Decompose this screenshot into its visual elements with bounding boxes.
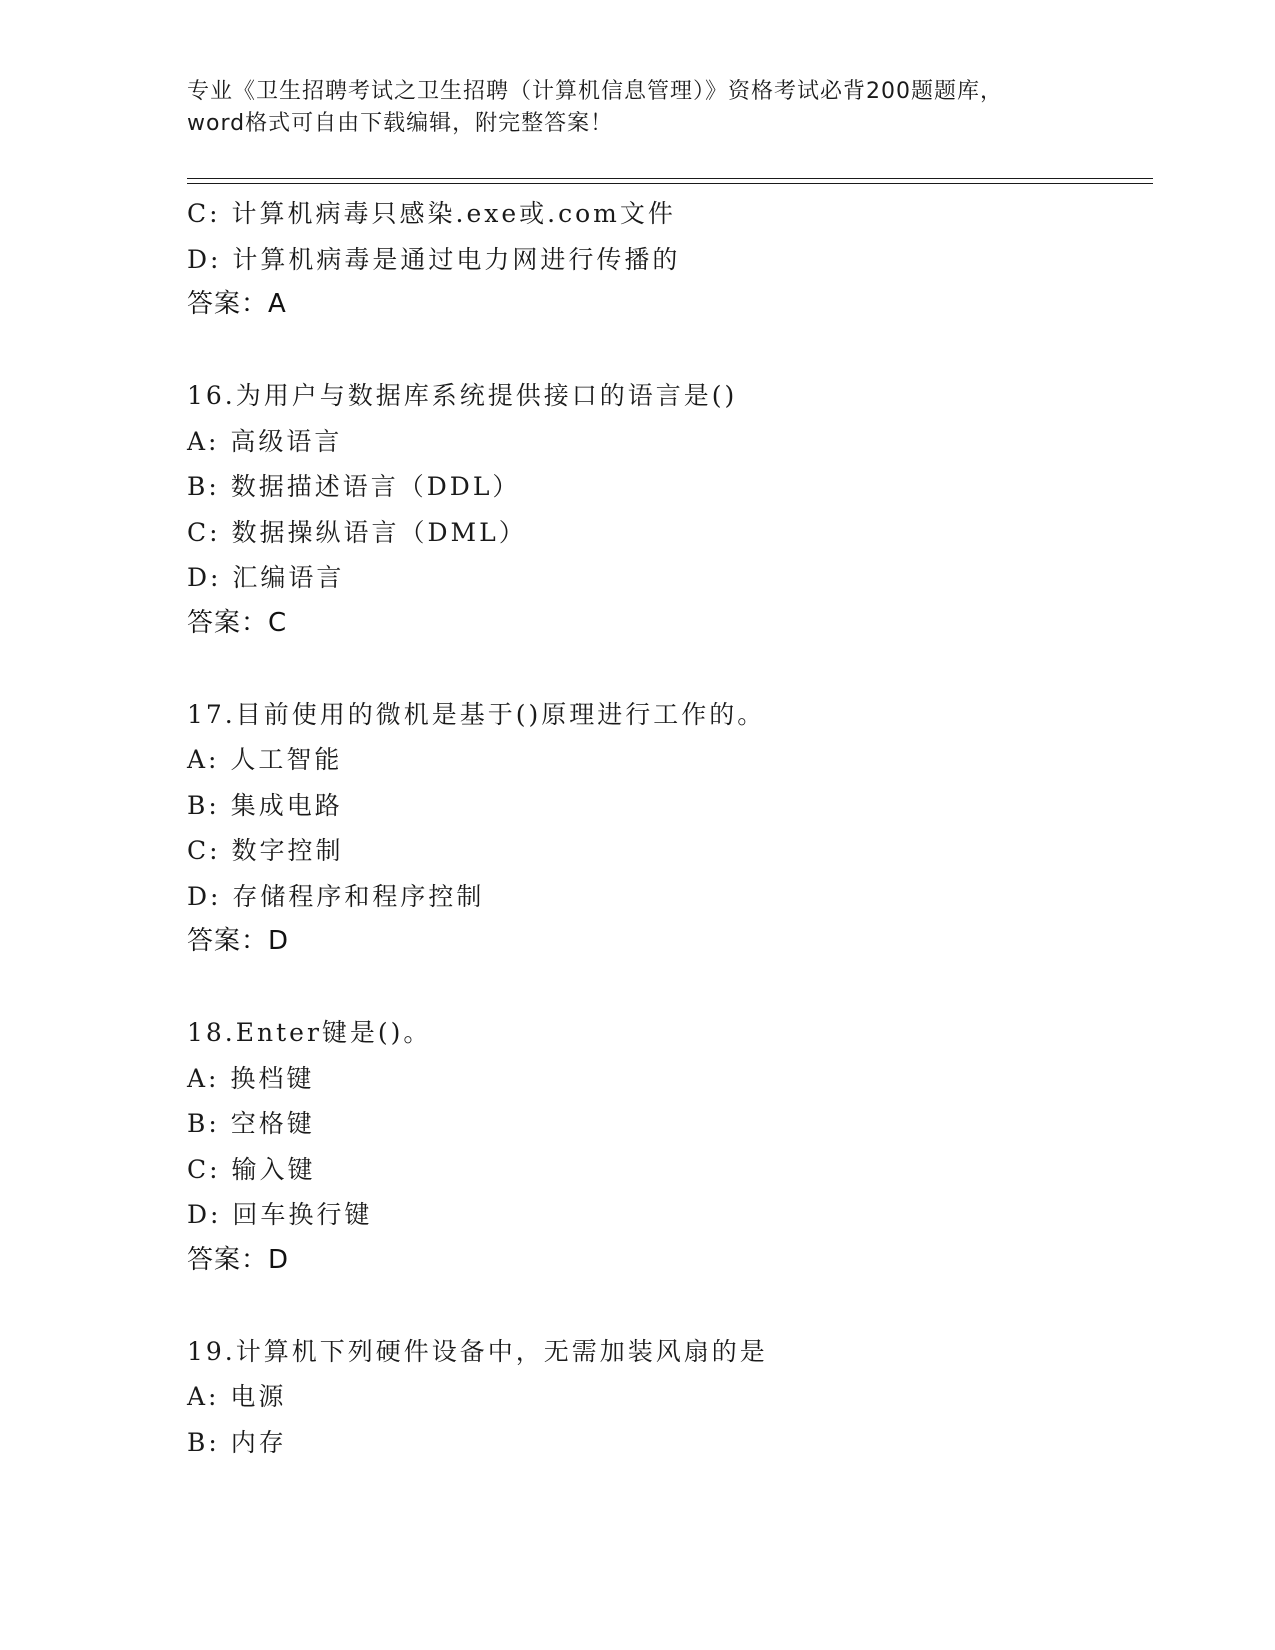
option-c: C: 计算机病毒只感染.exe或.com文件 xyxy=(187,199,676,228)
spacer xyxy=(187,646,1147,692)
option-a: A: 高级语言 xyxy=(187,426,343,456)
question-18 xyxy=(187,1010,1147,1283)
spacer xyxy=(187,1283,1147,1329)
question-stem: 18.Enter键是()。 xyxy=(187,1018,432,1047)
option-c: C: 输入键 xyxy=(187,1154,316,1184)
answer-label: 答案：C xyxy=(187,607,288,638)
header-title-line-1: 专业《卫生招聘考试之卫生招聘（计算机信息管理）》资格考试必背200题题库， xyxy=(187,79,1003,104)
option-c: C: 数字控制 xyxy=(187,836,344,865)
option-d: D: 汇编语言 xyxy=(187,563,345,592)
question-15-continued xyxy=(187,191,1147,328)
option-b: B: 集成电路 xyxy=(187,790,343,820)
answer-label: 答案：D xyxy=(187,926,290,956)
question-16 xyxy=(187,373,1147,646)
option-a: A: 人工智能 xyxy=(187,745,343,774)
header-divider-bottom xyxy=(187,183,1153,184)
question-19 xyxy=(187,1329,1147,1466)
header-divider-top xyxy=(187,178,1153,179)
question-stem: 16.为用户与数据库系统提供接口的语言是() xyxy=(187,381,738,410)
answer-label: 答案：D xyxy=(187,1244,290,1275)
question-17 xyxy=(187,692,1147,965)
option-b: B: 内存 xyxy=(187,1427,287,1457)
option-a: A: 电源 xyxy=(187,1382,287,1411)
document-header xyxy=(187,76,1087,140)
question-stem: 19.计算机下列硬件设备中，无需加装风扇的是 xyxy=(187,1336,768,1366)
header-title-line-2: word格式可自由下载编辑，附完整答案！ xyxy=(187,111,614,136)
option-d: D: 存储程序和程序控制 xyxy=(187,881,485,911)
option-d: D: 回车换行键 xyxy=(187,1200,373,1229)
option-b: B: 数据描述语言（DDL） xyxy=(187,472,521,501)
option-c: C: 数据操纵语言（DML） xyxy=(187,517,527,547)
question-list xyxy=(187,191,1147,1465)
option-b: B: 空格键 xyxy=(187,1109,315,1138)
option-d: D: 计算机病毒是通过电力网进行传播的 xyxy=(187,244,681,274)
spacer xyxy=(187,965,1147,1011)
spacer xyxy=(187,328,1147,374)
question-stem: 17.目前使用的微机是基于()原理进行工作的。 xyxy=(187,699,766,729)
answer-label: 答案：A xyxy=(187,289,287,319)
option-a: A: 换档键 xyxy=(187,1063,315,1093)
